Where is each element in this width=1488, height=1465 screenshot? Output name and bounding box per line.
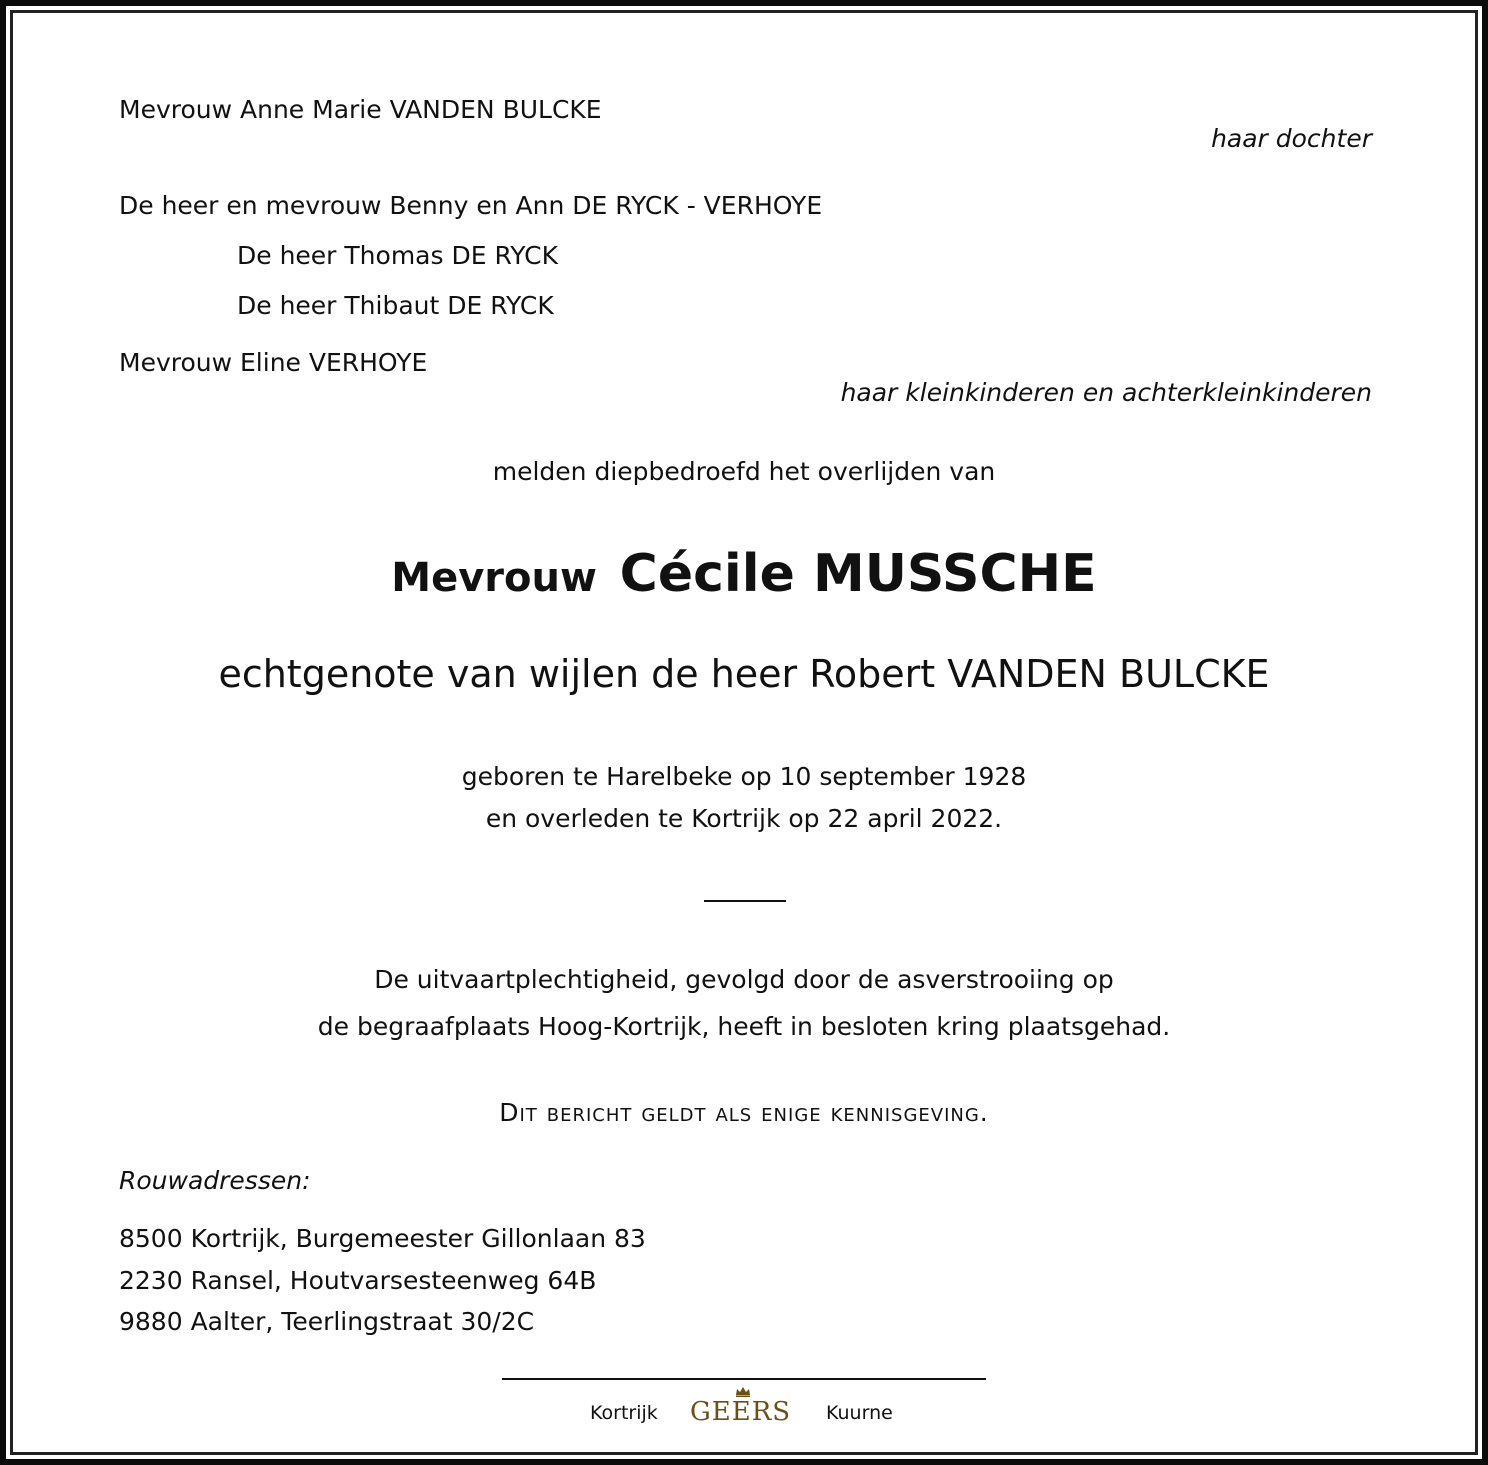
footer-location-left: Kortrijk: [590, 1402, 658, 1424]
footer-rule: [502, 1378, 986, 1380]
family-line: De heer en mevrouw Benny en Ann DE RYCK - VERHOYE: [119, 191, 823, 220]
family-relation: haar dochter: [1211, 124, 1372, 153]
family-relation: haar kleinkinderen en achterkleinkinderen: [840, 378, 1372, 407]
family-line: Mevrouw Anne Marie VANDEN BULCKE: [119, 95, 602, 124]
family-line: De heer Thibaut DE RYCK: [237, 291, 554, 320]
deceased-title: Mevrouw: [391, 555, 597, 601]
birth-line: geboren te Harelbeke op 10 september 1928: [461, 762, 1027, 791]
death-line: en overleden te Kortrijk op 22 april 2022.: [485, 804, 1003, 833]
spouse-line: echtgenote van wijlen de heer Robert VANDEN BULCKE: [218, 652, 1270, 696]
address: 9880 Aalter, Teerlingstraat 30/2C: [119, 1307, 535, 1336]
address: 2230 Ransel, Houtvarsesteenweg 64B: [119, 1266, 597, 1295]
divider: [704, 900, 786, 902]
family-line: De heer Thomas DE RYCK: [237, 241, 558, 270]
deceased-fullname: Cécile MUSSCHE: [619, 544, 1097, 604]
ceremony-line: de begraafplaats Hoog-Kortrijk, heeft in besloten kring plaatsgehad.: [317, 1012, 1171, 1041]
addresses-label: Rouwadressen:: [119, 1166, 311, 1195]
geers-logo: GEERS: [690, 1397, 792, 1427]
address: 8500 Kortrijk, Burgemeester Gillonlaan 83: [119, 1224, 646, 1253]
notice: Dit bericht geldt als enige kennisgeving.: [499, 1098, 989, 1127]
ceremony-line: De uitvaartplechtigheid, gevolgd door de asverstrooiing op: [374, 965, 1114, 994]
announcement: melden diepbedroefd het overlijden van: [492, 457, 996, 486]
crown-icon: [735, 1386, 751, 1397]
footer-location-right: Kuurne: [826, 1402, 893, 1424]
deceased-name: [0, 544, 1488, 604]
family-line: Mevrouw Eline VERHOYE: [119, 348, 428, 377]
